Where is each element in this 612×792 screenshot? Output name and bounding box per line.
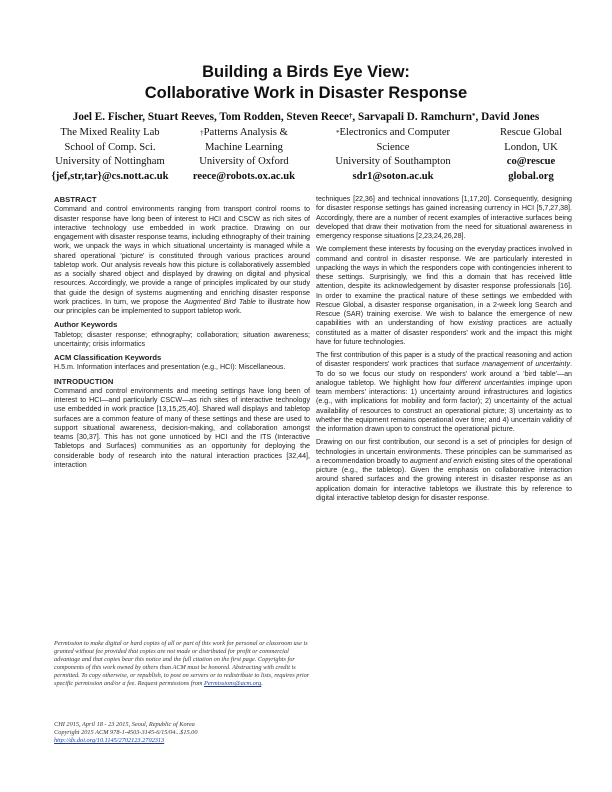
p4-italic: augment and enrich <box>409 456 473 465</box>
title-line-2: Collaborative Work in Disaster Response <box>144 84 468 102</box>
affiliation-line: University of Oxford <box>199 156 289 168</box>
affiliation-southampton <box>318 126 468 184</box>
affiliation-line: University of Nottingham <box>55 156 165 168</box>
acm-heading: ACM Classification Keywords <box>54 353 162 362</box>
abstract-heading: ABSTRACT <box>54 195 97 204</box>
title-line-1: Building a Birds Eye View: <box>202 63 410 81</box>
abstract-text-end: to illustrate how our principles can be implemented to support tabletop work. <box>54 297 310 315</box>
affiliation-line: Rescue Global <box>499 127 563 138</box>
right-paragraph-1: techniques [22,36] and technical innovations [1,17,20]. Consequently, designing for disaster response settings has gained increasing currency in HCI [5,7,27,38]. Accordingly, there are a number of recent examples of interactive surfaces being developed that draw their motivation from the need for situational awareness in emergency response situations [2,23,24,26,28]. <box>316 195 572 240</box>
affiliation-email: co@rescue <box>506 156 556 168</box>
intro-heading: INTRODUCTION <box>54 376 114 386</box>
paper-title <box>60 62 552 104</box>
acm-body: H.5.m. Information interfaces and presentation (e.g., HCI): Miscellaneous. <box>54 363 286 372</box>
right-paragraph-3 <box>316 351 572 434</box>
affiliation-email: global.org <box>508 170 554 182</box>
p2-text-end: practices are actually constituted as a matter of disaster responders' work and the impact this might have for future technologies. <box>316 319 572 346</box>
copyright-end: . <box>261 680 263 688</box>
authors-part-2: , Sarvapali D. Ramchurn <box>352 111 473 123</box>
affiliation-email: {jef,str,tar}@cs.nott.ac.uk <box>51 170 169 182</box>
p3-text-mid: . To do so we focus our study on responders' work around a 'bird table'—an analogue tabletop. We highlight how <box>316 360 573 387</box>
affiliation-text: Electronics and Computer <box>339 127 451 138</box>
affiliation-text: Patterns Analysis & <box>203 127 288 138</box>
authors-part-1: Joel E. Fischer, Stuart Reeves, Tom Rodden, Steven Reece <box>72 111 349 123</box>
right-column <box>316 195 572 507</box>
abstract-italic: Augmented Bird Table <box>184 297 256 306</box>
p2-italic: existing <box>468 319 493 328</box>
affiliation-mark: * <box>335 129 340 137</box>
conference-line: CHI 2015, April 18 - 23 2015, Seoul, Republic of Korea <box>54 721 195 728</box>
author-mark-dagger: † <box>348 112 353 120</box>
intro-body: Command and control environments and meeting settings have long been of interest to HCI—and particularly CSCW—as rich sites of interactive technology use embedded in work practice [13,15,25,40]. Shared wall displays and tabletop surfaces are a common feature of many of these settings and these are used to support situational awareness, decision-making, and collaboration amongst teams [30,37]. This has not gone unnoticed by HCI and the ITS (Interactive Tabletops and Surfaces) communities as an opportunity for deploying the considerable body of research into the natural interaction practices [32,44], interaction <box>54 386 310 469</box>
affiliation-email: sdr1@soton.ac.uk <box>352 170 434 182</box>
doi-link[interactable]: http://dx.doi.org/10.1145/2702123.2702313 <box>54 737 165 745</box>
p3-italic-2: four different uncertainties <box>439 378 525 387</box>
permissions-email-link[interactable]: Permissions@acm.org <box>204 680 262 688</box>
affiliation-line: School of Comp. Sci. <box>64 141 156 153</box>
author-mark-star: * <box>472 112 476 120</box>
affiliation-oxford <box>184 126 304 184</box>
p3-text: The first contribution of this paper is a study of the practical reasoning and action of disaster responders' work practices that surface <box>316 351 572 369</box>
affiliation-email: reece@robots.ox.ac.uk <box>192 170 296 182</box>
abstract-text: Command and control environments ranging from transport control rooms to disaster response have long been of interest to HCI and CSCW as rich sites of interactive technology use embedded in work practice. Drawing on our engagement with disaster response teams, including ethnography of their training work, we unpack the ways in which situational uncertainty is managed while a shared operational 'picture' is constituted through various practices around tabletop work. Our analysis reveals how this picture is collaboratively assembled as a socially shared object and displayed by drawing on digital and physical resources. Accordingly, we provide a range of principles implicated by our study that guide the design of systems augmenting and enriching disaster response work practices. In turn, we propose the <box>54 205 310 306</box>
p3-text-end: impinge upon team members' interactions: 1) uncertainty around infrastructures and logistics (e.g., with implications for mobility and form factor); 2) uncertainty of the actual availability of resources to construct an operational picture; 3) uncertainty as to whether the equipment remains operational over time; and 4) uncertain validity of the information drawn upon to construct the operational picture. <box>316 378 572 433</box>
copyright-line: Copyright 2015 ACM 978-1-4503-3145-6/15/04...$15.00 <box>54 729 198 737</box>
affiliation-rescue-global <box>476 126 586 184</box>
affiliation-line: The Mixed Reality Lab <box>60 127 160 138</box>
keywords-body: Tabletop; disaster response; ethnography; collaboration; situation awareness; uncertainty; crisis informatics <box>54 330 310 348</box>
p3-italic-1: management of uncertainty <box>482 360 571 369</box>
affiliation-line: London, UK <box>504 141 558 153</box>
affiliation-nottingham <box>40 126 180 184</box>
affiliation-line: Science <box>376 141 410 153</box>
affiliation-line <box>184 126 304 141</box>
author-list <box>20 110 592 124</box>
p4-text-end: existing sites of the operational picture (e.g., the tabletop). Given the emphasis on collaborative interaction around shared surfaces and the growing interest in disaster response as an application domain for interactive tabletops we illustrate this by reference to digital interactive tabletop design for disaster response. <box>316 456 572 502</box>
affiliation-mark: † <box>200 129 204 137</box>
left-column <box>54 192 310 474</box>
abstract-body <box>54 205 310 316</box>
conference-info <box>54 721 310 746</box>
copyright-text: Permission to make digital or hard copies of all or part of this work for personal or classroom use is granted without fee provided that copies are not made or distributed for profit or commercial advantage and that copies bear this notice and the full citation on the first page. Copyrights for components of this work owned by others than ACM must be honored. Abstracting with credit is permitted. To copy otherwise, or republish, to post on servers or to redistribute to lists, requires prior specific permission and/or a fee. Request permissions from <box>54 640 310 688</box>
keywords-heading: Author Keywords <box>54 320 118 330</box>
p2-text: We complement these interests by focusing on the everyday practices involved in command and control in disaster response. We are particularly interested in unpacking the ways in which the responders cope with contingencies inherent to these settings. Surprisingly, we find this a domain that has received little attention, despite its acknowledgement by disaster response professionals [16]. In order to examine the practical nature of these settings we embedded with Rescue Global, a disaster response organisation, in a 2-week long Search and Rescue (SAR) training exercise. We wish to balance the emergence of new capabilities with an understanding of how <box>316 245 572 328</box>
authors-part-3: , David Jones <box>475 111 540 123</box>
p4-text: Drawing on our first contribution, our second is a set of principles for design of technologies in uncertain environments. These principles can be summarised as a recommendation broadly to <box>316 438 572 465</box>
affiliation-line <box>318 126 468 141</box>
copyright-notice <box>54 640 310 688</box>
affiliation-line: Machine Learning <box>205 141 283 153</box>
affiliation-line: University of Southampton <box>335 156 451 168</box>
right-paragraph-2 <box>316 245 572 347</box>
right-paragraph-4 <box>316 438 572 503</box>
